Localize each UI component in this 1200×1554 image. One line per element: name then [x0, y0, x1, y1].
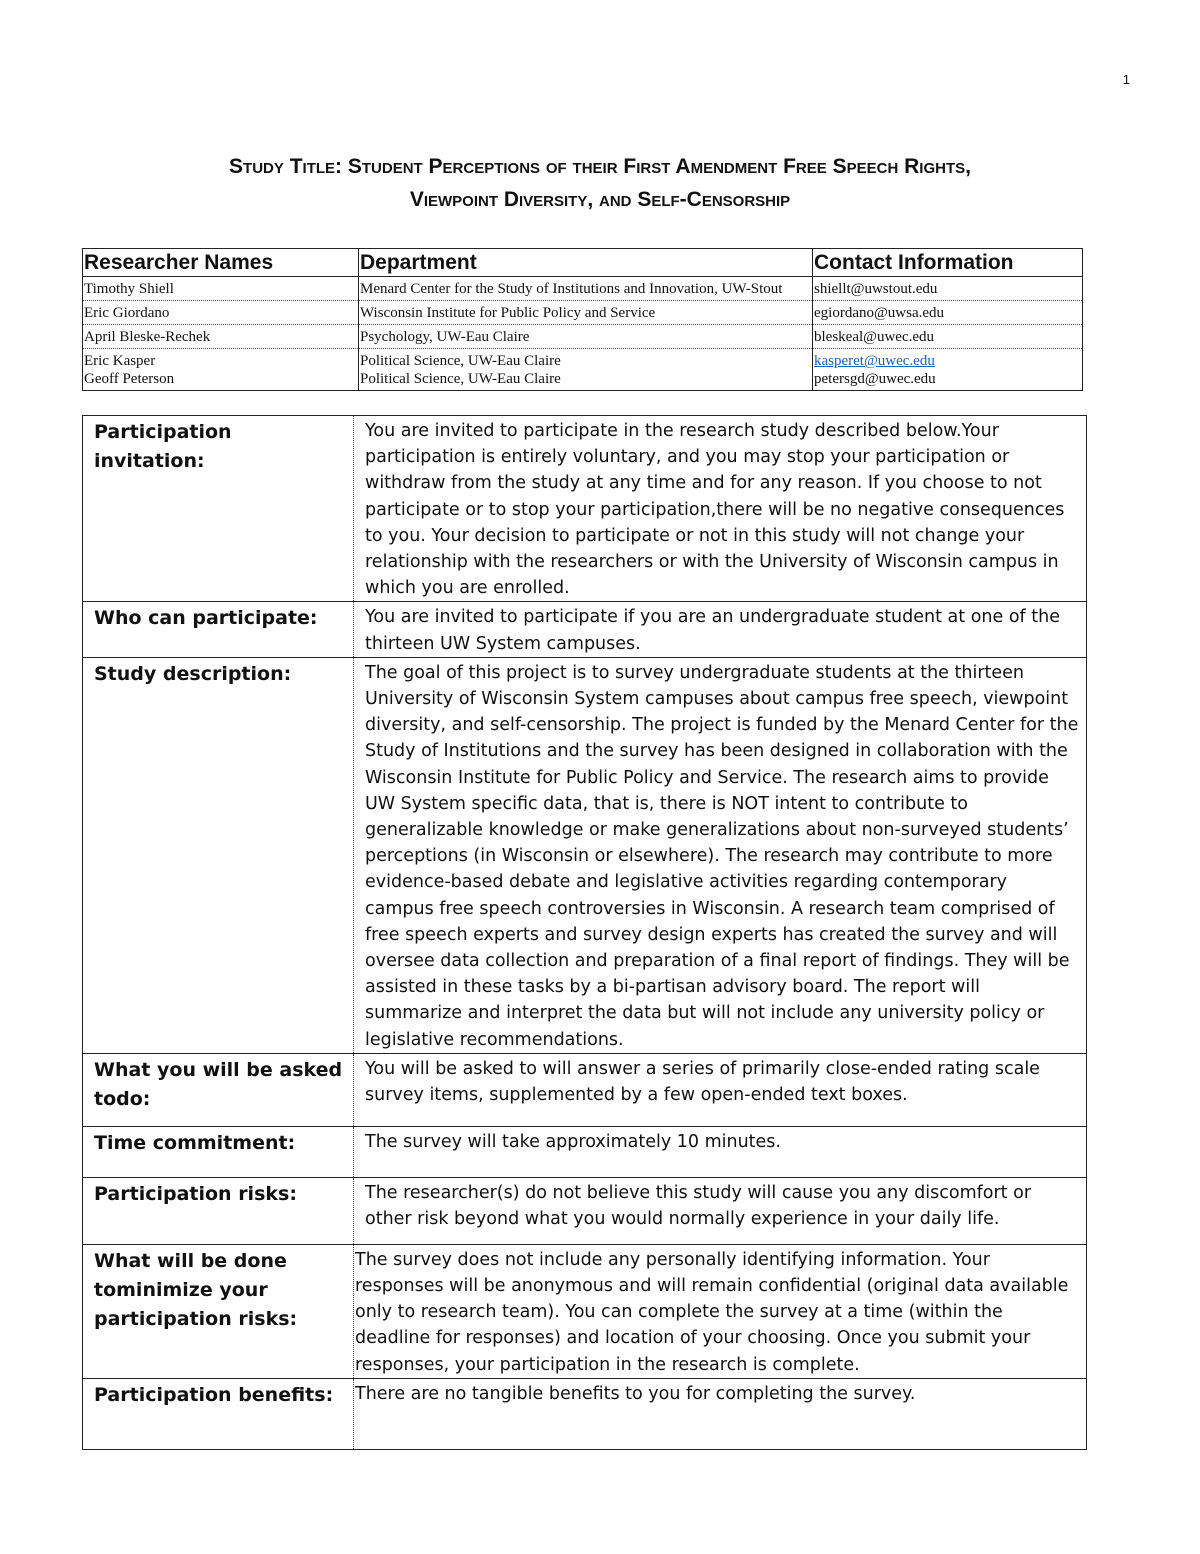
info-text: The researcher(s) do not believe this study will cause you any discomfort or other risk beyond what you would normally experience in your daily life.: [354, 1177, 1087, 1244]
info-text: The goal of this project is to survey undergraduate students at the thirteen University of Wisconsin System campuses about campus free speech, viewpoint diversity, and self-censorship. The project is funded by the Menard Center for the Study of Institutions and the survey has been designed in collaboration with the Wisconsin Institute for Public Policy and Service. The research aims to provide UW System specific data, that is, there is NOT intent to contribute to generalizable knowledge or make generalizations about non-surveyed students’ perceptions (in Wisconsin or elsewhere). The research may contribute to more evidence-based debate and legislative activities regarding contemporary campus free speech controversies in Wisconsin. A research team comprised of free speech experts and survey design experts has created the survey and will oversee data collection and preparation of a final report of findings. They will be assisted in these tasks by a bi-partisan advisory board. The report will summarize and interpret the data but will not include any university policy or legislative recommendations.: [354, 657, 1087, 1053]
info-row-risks: [83, 1177, 1087, 1244]
table-row: [83, 349, 1083, 391]
researchers-table: [82, 248, 1083, 391]
table-row: [83, 277, 1083, 301]
info-label: Participation benefits:: [83, 1378, 354, 1449]
researcher-email: shiellt@uwstout.edu: [813, 277, 1083, 301]
info-row-time-commitment: [83, 1126, 1087, 1177]
info-label: Who can participate:: [83, 602, 354, 657]
researcher-department: Wisconsin Institute for Public Policy and Service: [359, 301, 813, 325]
table-row: [83, 325, 1083, 349]
page-number: 1: [1122, 72, 1130, 87]
info-label: Participation invitation:: [83, 416, 354, 602]
table-row: [83, 301, 1083, 325]
info-row-what-asked: [83, 1053, 1087, 1126]
researcher-email: egiordano@uwsa.edu: [813, 301, 1083, 325]
info-text: You are invited to participate if you are an undergraduate student at one of the thirteen UW System campuses.: [354, 602, 1087, 657]
researcher-name: April Bleske-Rechek: [83, 325, 359, 349]
header-department: Department: [359, 249, 813, 277]
researcher-name: Eric Giordano: [83, 301, 359, 325]
researchers-header-row: [83, 249, 1083, 277]
study-title-line-1: Study Title: Student Perceptions of their First Amendment Free Speech Rights,: [229, 155, 971, 178]
study-title-line-2: Viewpoint Diversity, and Self-Censorship: [409, 188, 791, 211]
study-info-table: [82, 415, 1087, 1450]
study-title: [0, 150, 1200, 216]
info-label: Study description:: [83, 657, 354, 1053]
email-link[interactable]: kasperet@uwec.edu: [814, 353, 935, 369]
researcher-email: bleskeal@uwec.edu: [813, 325, 1083, 349]
researcher-email: petersgd@uwec.edu: [814, 371, 936, 387]
researcher-name: Eric Kasper: [84, 353, 156, 369]
info-row-benefits: [83, 1378, 1087, 1449]
researcher-name: Timothy Shiell: [83, 277, 359, 301]
researcher-department-cell: [359, 349, 813, 391]
researcher-department: Political Science, UW-Eau Claire: [360, 353, 561, 369]
researcher-department: Menard Center for the Study of Institutions and Innovation, UW-Stout: [359, 277, 813, 301]
info-label: Participation risks:: [83, 1177, 354, 1244]
info-text: The survey does not include any personally identifying information. Your responses will be anonymous and will remain confidential (original data available only to research team). You can complete the survey at a time (within the deadline for responses) and location of your choosing. Once you submit your responses, your participation in the research is complete.: [354, 1244, 1087, 1378]
info-row-invitation: [83, 416, 1087, 602]
info-text: The survey will take approximately 10 minutes.: [354, 1126, 1087, 1177]
info-text: You will be asked to will answer a series of primarily close-ended rating scale survey items, supplemented by a few open-ended text boxes.: [354, 1053, 1087, 1126]
header-contact-information: Contact Information: [813, 249, 1083, 277]
researcher-department: Political Science, UW-Eau Claire: [360, 371, 561, 387]
researcher-contact-cell: [813, 349, 1083, 391]
info-row-minimize-risks: [83, 1244, 1087, 1378]
info-text: There are no tangible benefits to you for completing the survey.: [354, 1378, 1087, 1449]
researcher-name-cell: [83, 349, 359, 391]
researcher-department: Psychology, UW-Eau Claire: [359, 325, 813, 349]
info-label: What you will be asked todo:: [83, 1053, 354, 1126]
info-text: You are invited to participate in the research study described below.Your participation is entirely voluntary, and you may stop your participation or withdraw from the study at any time and for any reason. If you choose to not participate or to stop your participation,there will be no negative consequences to you. Your decision to participate or not in this study will not change your relationship with the researchers or with the University of Wisconsin campus in which you are enrolled.: [354, 416, 1087, 602]
info-label: What will be done tominimize your participation risks:: [83, 1244, 354, 1378]
info-row-who-can-participate: [83, 602, 1087, 657]
info-row-study-description: [83, 657, 1087, 1053]
info-label: Time commitment:: [83, 1126, 354, 1177]
header-researcher-names: Researcher Names: [83, 249, 359, 277]
researcher-name: Geoff Peterson: [84, 371, 175, 387]
